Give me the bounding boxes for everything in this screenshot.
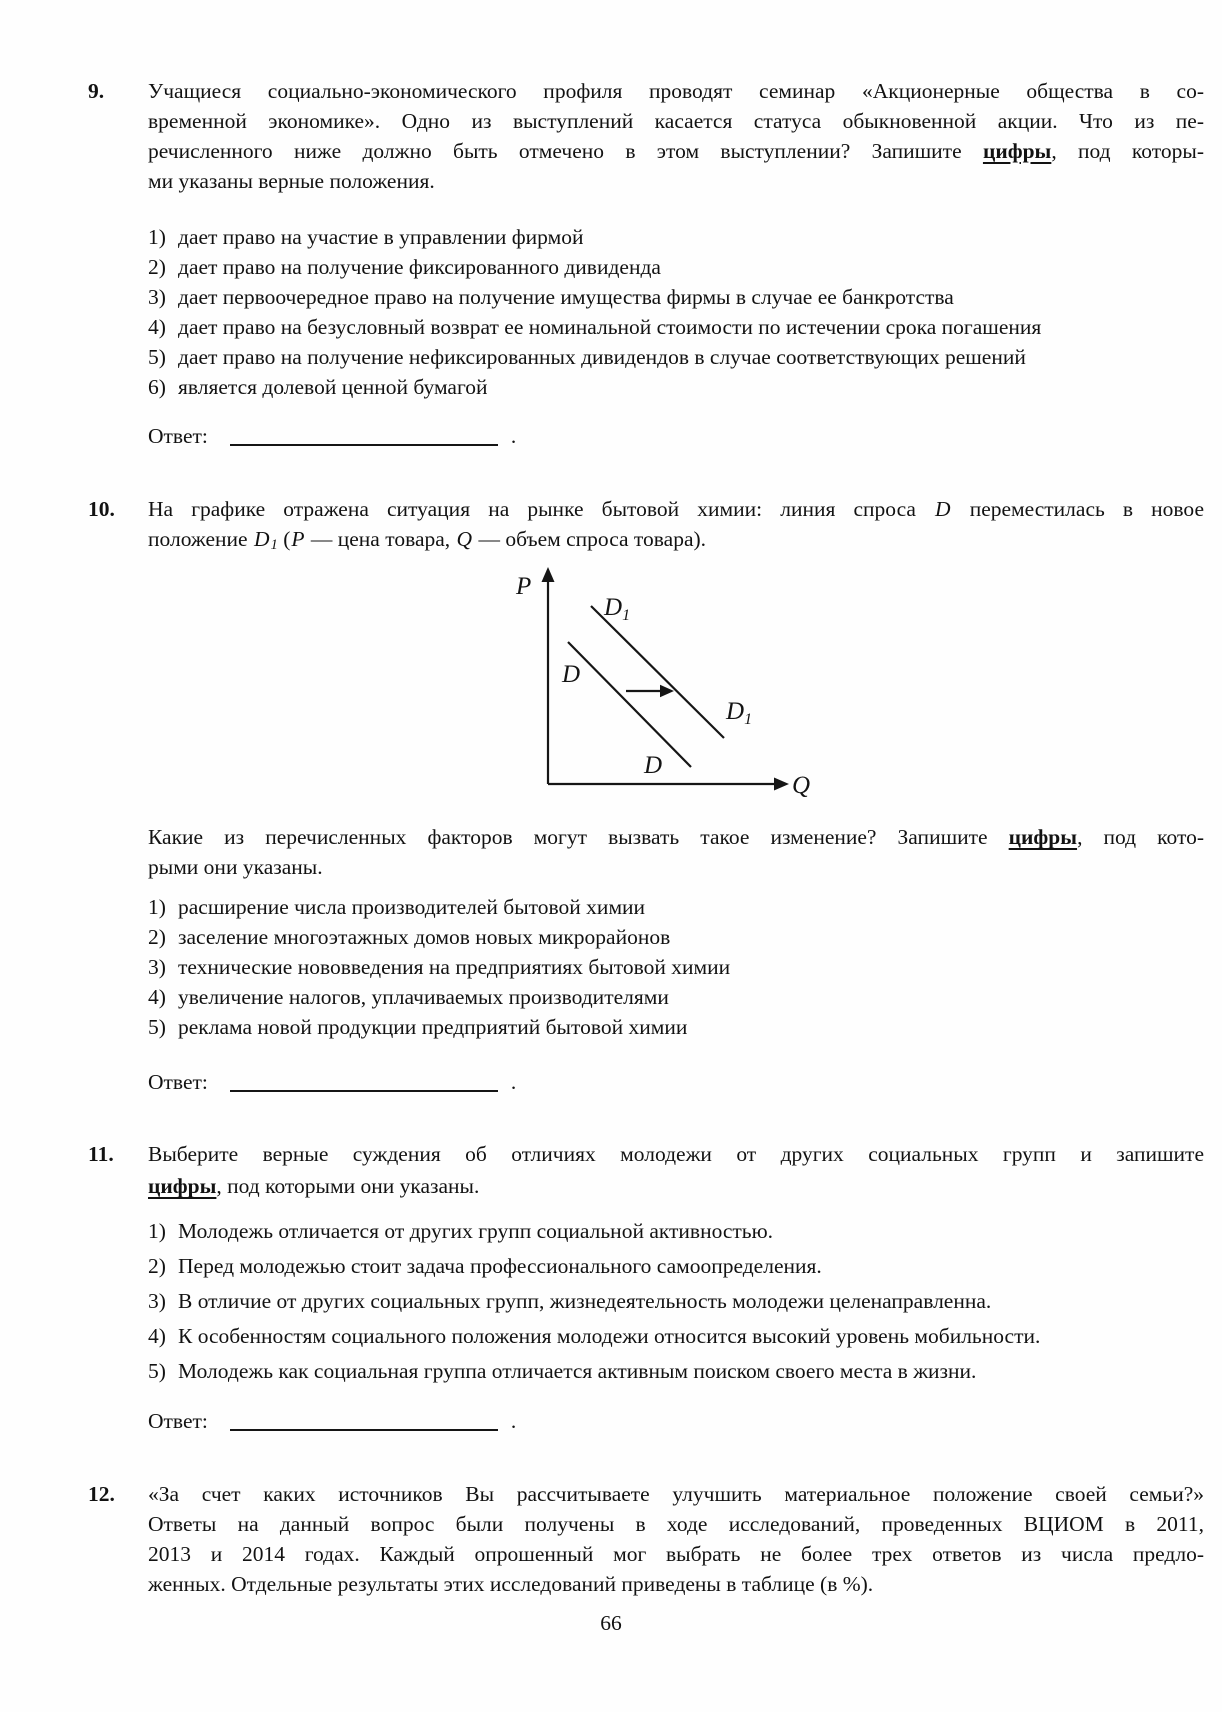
answer-label: Ответ:: [148, 1409, 208, 1434]
text-segment: ми указаны верные положения.: [148, 169, 435, 193]
text-line: [148, 852, 1204, 882]
question-text: [148, 1479, 1204, 1599]
math-variable: P: [291, 527, 305, 551]
option-text: дает право на безусловный возврат ее номинальной стоимости по истечении срока погашения: [178, 315, 1042, 339]
question-body: [148, 1479, 1204, 1599]
text-segment: Учащиеся социально-экономического профиля проводят семинар «Акционерные общества в со-: [148, 79, 1204, 103]
answer-row: [148, 1066, 1204, 1098]
option-item: [148, 342, 1204, 372]
text-line: [148, 166, 1204, 196]
option-number: 1): [148, 895, 166, 920]
option-text: является долевой ценной бумагой: [178, 375, 488, 399]
math-variable: D: [935, 497, 951, 521]
option-item: [148, 282, 1204, 312]
label-d-bottom: D: [644, 752, 663, 780]
text-segment: женных. Отдельные результаты этих исследований приведены в таблице (в %).: [148, 1572, 874, 1597]
text-line: [148, 1509, 1204, 1539]
text-segment: положение: [148, 527, 253, 551]
math-variable: 1: [270, 537, 278, 554]
question-body: [148, 1138, 1204, 1437]
text-segment: речисленного ниже должно быть отмечено в этом выступлении? Запишите: [148, 139, 983, 163]
option-text: К особенностям социального положения молодежи относится высокий уровень мобильности.: [178, 1324, 1041, 1349]
option-item: [148, 892, 1204, 922]
text-segment: (: [277, 527, 291, 551]
text-line: [148, 822, 1204, 852]
option-item: [148, 372, 1204, 402]
options-list: [148, 892, 1204, 1042]
answer-blank-line: [230, 420, 498, 446]
answer-period: .: [510, 424, 517, 448]
option-number: 2): [148, 925, 166, 950]
options-list: [148, 222, 1204, 402]
option-text: Молодежь как социальная группа отличается активным поиском своего места в жизни.: [178, 1359, 977, 1384]
answer-period: .: [510, 1070, 517, 1095]
question-number: 9.: [88, 79, 105, 103]
text-segment: , под которы-: [1051, 139, 1204, 163]
option-item: [148, 1284, 1204, 1319]
y-axis-arrowhead: [542, 567, 555, 582]
demand-shift-figure: [478, 562, 1204, 800]
option-item: [148, 922, 1204, 952]
option-number: 4): [148, 985, 166, 1010]
question-9: [0, 76, 1222, 452]
option-text: дает право на получение нефиксированных дивидендов в случае соответствующих решений: [178, 345, 1026, 369]
label-d1-right: $D_1$: [726, 698, 753, 729]
option-text: дает право на участие в управлении фирмой: [178, 225, 584, 249]
question-text-continued: [148, 822, 1204, 882]
option-text: Молодежь отличается от других групп социальной активностью.: [178, 1219, 774, 1244]
question-10: [0, 494, 1222, 1098]
text-segment: — объем спроса товара).: [473, 527, 707, 551]
emphasized-word: цифры: [1008, 825, 1078, 850]
text-line: [148, 136, 1204, 166]
text-line: [148, 494, 1204, 524]
option-number: 1): [148, 1219, 166, 1244]
text-line: [148, 106, 1204, 136]
text-line: [148, 76, 1204, 106]
option-number: 3): [148, 955, 166, 980]
option-number: 3): [148, 1289, 166, 1314]
option-text: В отличие от других социальных групп, жизнедеятельность молодежи целенаправленна.: [178, 1289, 992, 1314]
answer-label: Ответ:: [148, 1070, 208, 1095]
y-axis-label: P: [516, 573, 532, 601]
answer-label: Ответ:: [148, 424, 208, 448]
text-segment: — цена товара,: [305, 527, 456, 551]
answer-row: [148, 1405, 1204, 1437]
emphasized-word: цифры: [148, 1174, 217, 1199]
option-text: дает первоочередное право на получение имущества фирмы в случае ее банкротства: [178, 285, 954, 309]
answer-blank-line: [230, 1405, 498, 1431]
question-text: [148, 494, 1204, 560]
option-number: 5): [148, 1015, 166, 1040]
option-text: увеличение налогов, уплачиваемых производителями: [178, 985, 669, 1010]
answer-row: [148, 420, 1204, 452]
x-axis-arrowhead: [774, 778, 789, 791]
option-text: расширение числа производителей бытовой химии: [178, 895, 646, 920]
text-segment: переместилась в новое: [951, 497, 1204, 521]
option-item: [148, 252, 1204, 282]
option-item: [148, 1214, 1204, 1249]
text-line: [148, 1479, 1204, 1509]
option-item: [148, 982, 1204, 1012]
option-number: 6): [148, 375, 166, 399]
demand-line-d: [568, 642, 691, 767]
text-line: [148, 1569, 1204, 1599]
text-segment: рыми они указаны.: [148, 855, 323, 880]
options-list: [148, 1214, 1204, 1389]
text-segment: Выберите верные суждения об отличиях молодежи от других социальных групп и запишите: [148, 1142, 1204, 1167]
question-body: [148, 76, 1204, 452]
option-item: [148, 1012, 1204, 1042]
text-line: [148, 1138, 1204, 1170]
page-number: 66: [600, 1611, 622, 1636]
text-segment: На графике отражена ситуация на рынке бытовой химии: линия спроса: [148, 497, 935, 521]
option-number: 2): [148, 255, 166, 279]
option-number: 4): [148, 1324, 166, 1349]
text-segment: «За счет каких источников Вы рассчитываете улучшить материальное положение своей семьи?»: [148, 1482, 1204, 1507]
answer-blank-line: [230, 1066, 498, 1092]
option-number: 1): [148, 225, 166, 249]
option-item: [148, 312, 1204, 342]
option-item: [148, 1319, 1204, 1354]
question-number: 10.: [88, 497, 115, 521]
question-11: [0, 1138, 1222, 1437]
text-segment: , под кото-: [1077, 825, 1205, 850]
text-segment: 2013 и 2014 годах. Каждый опрошенный мог выбрать не более трех ответов из числа предло-: [148, 1542, 1204, 1567]
option-number: 2): [148, 1254, 166, 1279]
option-text: технические нововведения на предприятиях бытовой химии: [178, 955, 731, 980]
demand-line-d1: [591, 606, 724, 738]
text-line: [148, 1170, 1204, 1202]
option-item: [148, 1249, 1204, 1284]
option-number: 3): [148, 285, 166, 309]
answer-period: .: [510, 1409, 517, 1434]
option-number: 4): [148, 315, 166, 339]
text-segment: Какие из перечисленных факторов могут вызвать такое изменение? Запишите: [148, 825, 1009, 850]
text-segment: , под которыми они указаны.: [216, 1174, 480, 1199]
option-item: [148, 952, 1204, 982]
option-text: дает право на получение фиксированного дивиденда: [178, 255, 661, 279]
question-body: [148, 494, 1204, 1098]
math-variable: D: [253, 527, 270, 551]
text-segment: временной экономике». Одно из выступлений касается статуса обыкновенной акции. Что из пе-: [148, 109, 1204, 133]
option-item: [148, 222, 1204, 252]
x-axis-label: Q: [792, 772, 811, 800]
text-line: [148, 1539, 1204, 1569]
question-text: [148, 76, 1204, 196]
text-segment: Ответы на данный вопрос были получены в ходе исследований, проведенных ВЦИОМ в 2011,: [148, 1512, 1204, 1537]
label-d-left: D: [562, 661, 581, 689]
math-variable: Q: [456, 527, 473, 551]
option-number: 5): [148, 1359, 166, 1384]
question-12: [0, 1479, 1222, 1599]
option-text: Перед молодежью стоит задача профессионального самоопределения.: [178, 1254, 822, 1279]
option-item: [148, 1354, 1204, 1389]
option-text: заселение многоэтажных домов новых микрорайонов: [178, 925, 671, 950]
question-number: 11.: [88, 1142, 114, 1167]
question-number: 12.: [88, 1482, 115, 1507]
question-text: [148, 1138, 1204, 1202]
text-line: [148, 524, 1204, 560]
option-number: 5): [148, 345, 166, 369]
label-d1-top: $D_1$: [604, 594, 631, 625]
option-text: реклама новой продукции предприятий бытовой химии: [178, 1015, 688, 1040]
demand-shift-graph: [478, 562, 823, 800]
emphasized-word: цифры: [982, 139, 1052, 163]
